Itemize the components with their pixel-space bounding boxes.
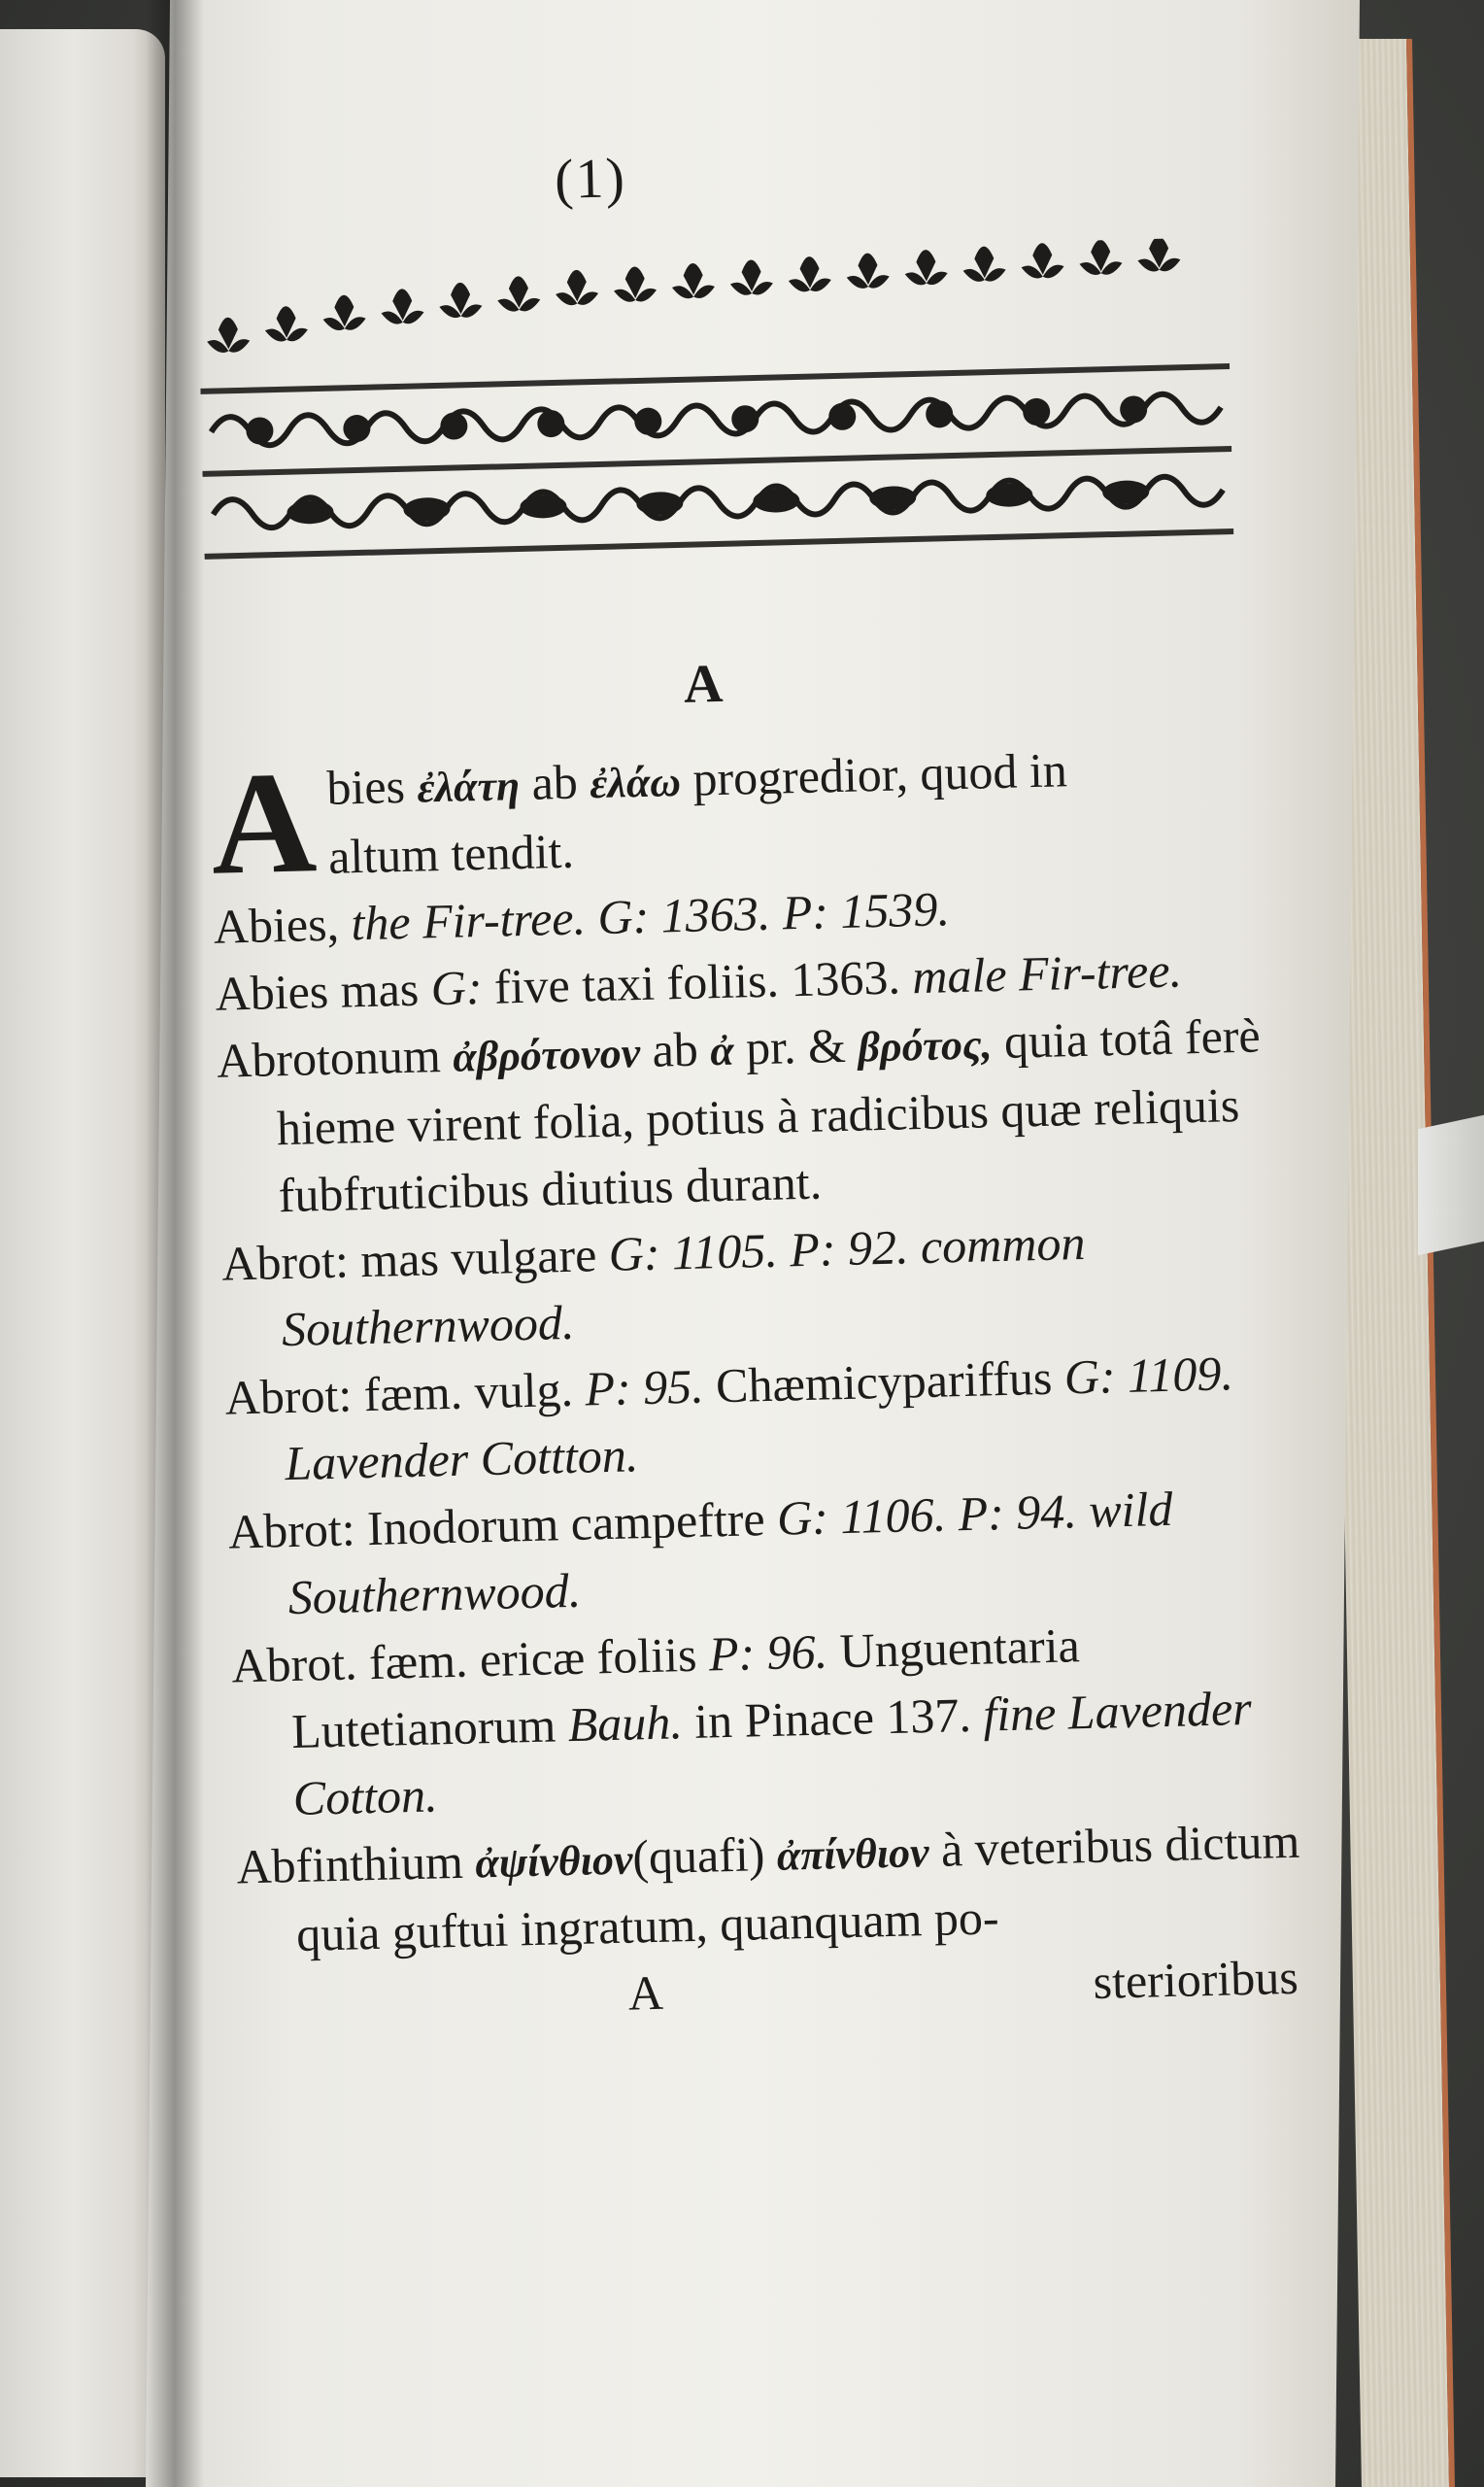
entry-text: ab: [530, 754, 579, 810]
entry-italic: P: 96.: [708, 1623, 828, 1682]
entry-abies-etymology: [209, 731, 1310, 905]
greek-word: ἀψίνθιον: [474, 1835, 633, 1888]
left-page-edge: [0, 29, 165, 2477]
entry-italic: P: 1539.: [781, 881, 951, 940]
entry-text: pr. &: [745, 1017, 847, 1075]
greek-word: ἐλάω: [589, 757, 682, 808]
entry-text: quia totâ ferè hieme virent folia, potius à radicibus quæ reliquis fubfruticibus diutius durant.: [276, 1007, 1262, 1223]
entry-abrot-inodorum: [227, 1472, 1328, 1633]
drop-cap: A: [209, 741, 319, 905]
signature-mark: A: [627, 1964, 664, 2021]
entry-italic: fine Lavender Cotton.: [292, 1680, 1253, 1826]
entry-text: Chæmicypariffus: [715, 1349, 1053, 1414]
entry-italic: P: 95.: [584, 1358, 705, 1416]
entry-italic: G: 1109. Lavender Cottton.: [284, 1346, 1234, 1491]
entry-italic: Bauh.: [567, 1694, 684, 1753]
entry-abrot-faem-vulg: [224, 1338, 1325, 1499]
entry-text: Abrot: fæm. vulg.: [224, 1361, 574, 1425]
entry-text: in Pinace 137.: [693, 1686, 972, 1749]
entry-text: Abies mas: [214, 961, 420, 1021]
entry-italic: G: 1363.: [596, 885, 771, 945]
entry-italic: the Fir-tree.: [350, 890, 587, 951]
greek-word: ἀβρότονον: [452, 1029, 641, 1081]
page-number: (1): [554, 146, 627, 211]
entry-text: progredior, quod in: [691, 742, 1068, 806]
entry-text: five taxi foliis. 1363.: [493, 949, 901, 1014]
entry-abrot-mas: [221, 1204, 1322, 1365]
book-gutter-shadow: [146, 0, 204, 2487]
entry-text: altum tendit.: [327, 823, 575, 884]
entry-text: Abrot: Inodorum campeftre: [227, 1491, 766, 1559]
entry-italic: G: 1106. P: 94. wild Southernwood.: [287, 1481, 1173, 1625]
entry-text: Abrotonum: [216, 1028, 442, 1088]
entry-text: (quafi): [631, 1826, 766, 1885]
entry-text: ab: [651, 1021, 699, 1077]
catchword: sterioribus: [1092, 1949, 1299, 2009]
entry-text: Abrot: mas vulgare: [220, 1227, 597, 1291]
entry-abrot-ericae: [231, 1606, 1333, 1834]
greek-word: ἀπίνθιον: [776, 1828, 930, 1880]
entry-text: Unguentaria Lutetianorum: [290, 1618, 1081, 1759]
entry-text: bies: [325, 758, 406, 815]
entry-text: Abfinthium: [235, 1833, 464, 1894]
entry-italic: G:: [430, 960, 484, 1016]
greek-word: ἀ: [709, 1026, 735, 1075]
greek-word: ἐλάτη: [416, 762, 521, 812]
entry-text: à veteribus dictum quia guftui ingratum, quanquam po-: [295, 1813, 1300, 1961]
dictionary-entries: [210, 731, 1338, 2036]
entry-absinthium: [236, 1807, 1336, 1970]
entry-abrotonum: [216, 1001, 1318, 1231]
entry-text: Abrot. fæm. ericæ foliis: [230, 1626, 698, 1693]
entry-text: Abies,: [213, 896, 340, 954]
section-letter: A: [683, 653, 725, 715]
entry-italic: G: 1105. P: 92. common Southernwood.: [281, 1214, 1086, 1357]
decorative-headpiece: [197, 237, 1234, 583]
bookmark-ribbon: [1418, 1115, 1484, 1255]
greek-word: βρότος,: [857, 1020, 994, 1072]
entry-italic: male Fir-tree.: [911, 942, 1183, 1005]
